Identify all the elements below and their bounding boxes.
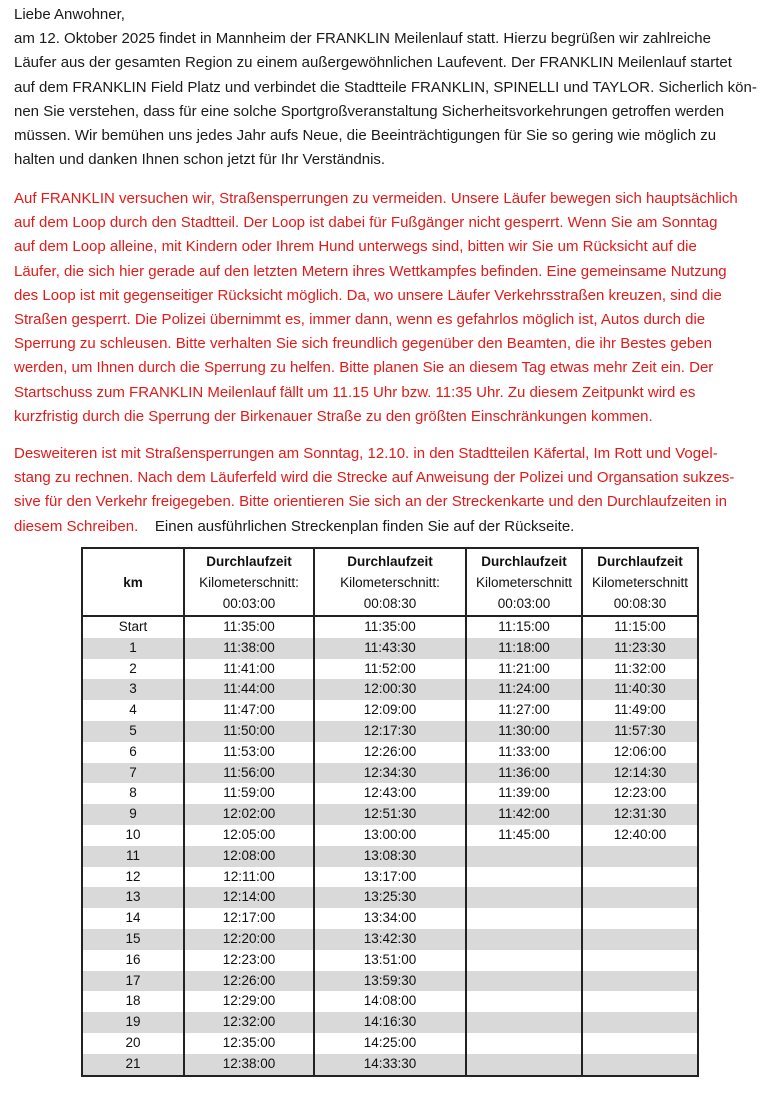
time-cell: 12:38:00 [184, 1054, 314, 1076]
table-row [82, 1012, 698, 1033]
km-cell: 12 [82, 867, 184, 888]
table-row [82, 804, 698, 825]
time-cell: 13:25:30 [314, 887, 466, 908]
table-row [82, 659, 698, 680]
table-row [82, 887, 698, 908]
header-km [82, 548, 184, 616]
time-cell: 11:45:00 [466, 825, 582, 846]
km-cell: 13 [82, 887, 184, 908]
km-cell: 6 [82, 742, 184, 763]
table-row [82, 929, 698, 950]
time-cell [466, 1054, 582, 1076]
time-cell: 11:36:00 [466, 763, 582, 784]
text-line: des Loop ist mit gegenseitiger Rücksicht möglich. Da, wo unsere Läufer Verkehrsstraßen kreuzen, sind die [14, 286, 722, 304]
table-row [82, 867, 698, 888]
table-row [82, 721, 698, 742]
time-cell: 11:44:00 [184, 679, 314, 700]
km-cell: 15 [82, 929, 184, 950]
time-cell: 12:05:00 [184, 825, 314, 846]
time-cell: 11:59:00 [184, 783, 314, 804]
time-cell: 11:49:00 [582, 700, 698, 721]
time-cell: 12:06:00 [582, 742, 698, 763]
time-cell: 13:59:30 [314, 971, 466, 992]
time-cell [582, 908, 698, 929]
km-cell: 21 [82, 1054, 184, 1076]
time-cell [582, 846, 698, 867]
time-cell: 13:42:30 [314, 929, 466, 950]
km-cell: 7 [82, 763, 184, 784]
header-title: Durchlaufzeit [597, 554, 683, 569]
km-cell: 3 [82, 679, 184, 700]
time-cell: 12:31:30 [582, 804, 698, 825]
header-title: Durchlaufzeit [481, 554, 567, 569]
text-line: auf dem Loop alleine, mit Kindern oder Ihrem Hund unterwegs sind, bitten wir Sie um Rücksicht auf die [14, 238, 697, 256]
time-cell: 12:02:00 [184, 804, 314, 825]
time-cell: 11:35:00 [314, 616, 466, 638]
time-cell: 12:17:00 [184, 908, 314, 929]
table-row [82, 742, 698, 763]
time-cell [466, 887, 582, 908]
header-pace: 00:08:30 [613, 596, 667, 611]
km-cell: 17 [82, 971, 184, 992]
km-cell: 1 [82, 638, 184, 659]
time-cell [466, 908, 582, 929]
time-cell: 12:29:00 [184, 991, 314, 1012]
table-body [82, 616, 698, 1076]
table-row [82, 638, 698, 659]
header-col-3 [466, 548, 582, 616]
km-cell: 4 [82, 700, 184, 721]
time-cell: 12:14:00 [184, 887, 314, 908]
time-cell [582, 991, 698, 1012]
further-closures-paragraph [14, 442, 766, 539]
time-cell: 11:15:00 [582, 616, 698, 638]
header-pace: 00:03:00 [222, 596, 276, 611]
time-cell [466, 950, 582, 971]
time-cell: 12:08:00 [184, 846, 314, 867]
text-line: müssen. Wir bemühen uns jedes Jahr aufs Neue, die Beeinträchtigungen für Sie so gering wie möglich zu [14, 127, 717, 145]
time-cell: 12:40:00 [582, 825, 698, 846]
text-line: kurzfristig durch die Sperrung der Birkenauer Straße zu den größten Einschränkungen kommen. [14, 407, 653, 425]
table-row [82, 616, 698, 638]
km-cell: 2 [82, 659, 184, 680]
km-cell: 11 [82, 846, 184, 867]
text-line: Desweiteren ist mit Straßensperrungen am Sonntag, 12.10. in den Stadtteilen Käfertal, Im Rott und Vogel- [14, 445, 718, 462]
time-cell: 11:21:00 [466, 659, 582, 680]
km-cell: 9 [82, 804, 184, 825]
text-line: Läufer aus der gesamten Region zu einem außergewöhnlichen Laufevent. Der FRANKLIN Meilenlauf startet [14, 54, 732, 72]
time-cell: 11:41:00 [184, 659, 314, 680]
km-cell: 18 [82, 991, 184, 1012]
table-row [82, 1054, 698, 1076]
table-row [82, 971, 698, 992]
text-line: halten und danken Ihnen schon jetzt für Ihr Verständnis. [14, 151, 386, 169]
time-cell: 11:52:00 [314, 659, 466, 680]
time-cell [582, 1012, 698, 1033]
text-line: stang zu rechnen. Nach dem Läuferfeld wird die Strecke auf Anweisung der Polizei und Organsation sukzes- [14, 469, 735, 487]
time-cell: 14:08:00 [314, 991, 466, 1012]
km-cell: 16 [82, 950, 184, 971]
time-cell: 11:57:30 [582, 721, 698, 742]
km-cell: 20 [82, 1033, 184, 1054]
time-cell: 11:50:00 [184, 721, 314, 742]
text-line: am 12. Oktober 2025 findet in Mannheim der FRANKLIN Meilenlauf statt. Hierzu begrüßen wir zahlreiche [14, 30, 711, 48]
time-cell: 12:43:00 [314, 783, 466, 804]
text-line: Straßen gesperrt. Die Polizei übernimmt es, immer dann, wenn es gefahrlos möglich ist, Autos durch die [14, 311, 706, 329]
time-cell: 14:33:30 [314, 1054, 466, 1076]
header-pace: 00:03:00 [497, 596, 551, 611]
km-cell: 19 [82, 1012, 184, 1033]
time-cell: 11:42:00 [466, 804, 582, 825]
header-subtitle: Kilometerschnitt: [199, 575, 299, 590]
header-subtitle: Kilometerschnitt: [340, 575, 440, 590]
time-cell: 12:14:30 [582, 763, 698, 784]
time-cell: 13:34:00 [314, 908, 466, 929]
text-line: werden, um Ihnen durch die Sperrung zu helfen. Bitte planen Sie an diesem Tag etwas mehr Zeit ein. Der [14, 359, 714, 377]
time-cell [466, 846, 582, 867]
header-pace: 00:08:30 [363, 596, 417, 611]
time-cell: 13:08:30 [314, 846, 466, 867]
text-line: Startschuss zum FRANKLIN Meilenlauf fällt um 11.15 Uhr bzw. 11:35 Uhr. Zu diesem Zeitpunkt wird es [14, 383, 696, 401]
time-cell: 12:09:00 [314, 700, 466, 721]
time-cell [466, 929, 582, 950]
header-label: km [123, 575, 143, 590]
time-cell [582, 971, 698, 992]
time-cell: 11:24:00 [466, 679, 582, 700]
time-cell [582, 867, 698, 888]
time-cell [466, 971, 582, 992]
table-row [82, 700, 698, 721]
table-row [82, 825, 698, 846]
time-cell: 11:33:00 [466, 742, 582, 763]
time-cell: 14:25:00 [314, 1033, 466, 1054]
time-cell [466, 1012, 582, 1033]
header-col-2 [314, 548, 466, 616]
km-cell: 5 [82, 721, 184, 742]
time-cell [582, 1054, 698, 1076]
time-cell [582, 887, 698, 908]
text-line: Auf FRANKLIN versuchen wir, Straßensperrungen zu vermeiden. Unsere Läufer bewegen sich hauptsächlich [14, 190, 738, 207]
text-fragment: diesem Schreiben. [14, 517, 139, 535]
time-cell [466, 991, 582, 1012]
time-cell: 11:30:00 [466, 721, 582, 742]
header-title: Durchlaufzeit [206, 554, 292, 569]
time-cell: 12:34:30 [314, 763, 466, 784]
text-line [14, 515, 766, 539]
intro-paragraph [14, 3, 766, 172]
header-subtitle: Kilometerschnitt [475, 575, 573, 590]
table-row [82, 783, 698, 804]
time-cell: 11:56:00 [184, 763, 314, 784]
time-cell: 12:23:00 [582, 783, 698, 804]
time-cell: 12:26:00 [314, 742, 466, 763]
table-row [82, 950, 698, 971]
road-closure-paragraph [14, 187, 766, 429]
time-cell: 12:26:00 [184, 971, 314, 992]
time-cell: 11:23:30 [582, 638, 698, 659]
time-cell: 11:53:00 [184, 742, 314, 763]
time-cell: 14:16:30 [314, 1012, 466, 1033]
time-cell: 12:32:00 [184, 1012, 314, 1033]
time-cell: 11:47:00 [184, 700, 314, 721]
time-cell: 11:35:00 [184, 616, 314, 638]
time-cell: 12:17:30 [314, 721, 466, 742]
header-col-4 [582, 548, 698, 616]
header-title: Durchlaufzeit [347, 554, 433, 569]
route-plan-note: Einen ausführlichen Streckenplan finden Sie auf der Rückseite. [154, 517, 575, 535]
time-cell: 12:51:30 [314, 804, 466, 825]
km-cell: 10 [82, 825, 184, 846]
table-row [82, 679, 698, 700]
time-cell [582, 1033, 698, 1054]
time-cell [582, 929, 698, 950]
split-times-table [81, 547, 699, 1077]
time-cell: 11:27:00 [466, 700, 582, 721]
text-line: Sperrung zu schleusen. Bitte verhalten Sie sich freundlich gegenüber den Beamten, die ihr Bestes geben [14, 335, 712, 353]
time-cell [582, 950, 698, 971]
time-cell: 12:11:00 [184, 867, 314, 888]
km-cell: 8 [82, 783, 184, 804]
time-cell: 11:43:30 [314, 638, 466, 659]
time-cell: 12:23:00 [184, 950, 314, 971]
time-cell: 11:15:00 [466, 616, 582, 638]
time-cell: 13:17:00 [314, 867, 466, 888]
time-cell: 11:32:00 [582, 659, 698, 680]
time-cell: 12:20:00 [184, 929, 314, 950]
km-cell: 14 [82, 908, 184, 929]
header-col-1 [184, 548, 314, 616]
text-line: auf dem FRANKLIN Field Platz und verbindet die Stadtteile FRANKLIN, SPINELLI und TAYLOR. Sicherlich kön- [14, 78, 757, 96]
time-cell: 13:00:00 [314, 825, 466, 846]
text-line: auf dem Loop durch den Stadtteil. Der Loop ist dabei für Fußgänger nicht gesperrt. Wenn Sie am Sonntag [14, 214, 718, 232]
km-cell: Start [82, 616, 184, 638]
text-line: Läufer, die sich hier gerade auf den letzten Metern ihres Wettkampfes befinden. Eine gemeinsame Nutzung [14, 262, 727, 280]
table-header-row [82, 548, 698, 616]
time-cell [466, 867, 582, 888]
text-line: sive für den Verkehr freigegeben. Bitte orientieren Sie sich an der Streckenkarte und den Durchlaufzeiten in [14, 493, 727, 511]
time-cell: 11:40:30 [582, 679, 698, 700]
time-cell: 11:39:00 [466, 783, 582, 804]
time-cell: 12:35:00 [184, 1033, 314, 1054]
time-cell: 11:18:00 [466, 638, 582, 659]
table-row [82, 1033, 698, 1054]
salutation: Liebe Anwohner, [14, 6, 125, 23]
header-subtitle: Kilometerschnitt [591, 575, 689, 590]
time-cell: 13:51:00 [314, 950, 466, 971]
table-row [82, 846, 698, 867]
time-cell [466, 1033, 582, 1054]
time-cell: 11:38:00 [184, 638, 314, 659]
table-row [82, 763, 698, 784]
table-row [82, 908, 698, 929]
text-line: nen Sie verstehen, dass für eine solche Sportgroßveranstaltung Sicherheitsvorkehrungen getroffen werden [14, 102, 725, 120]
time-cell: 12:00:30 [314, 679, 466, 700]
table-row [82, 991, 698, 1012]
